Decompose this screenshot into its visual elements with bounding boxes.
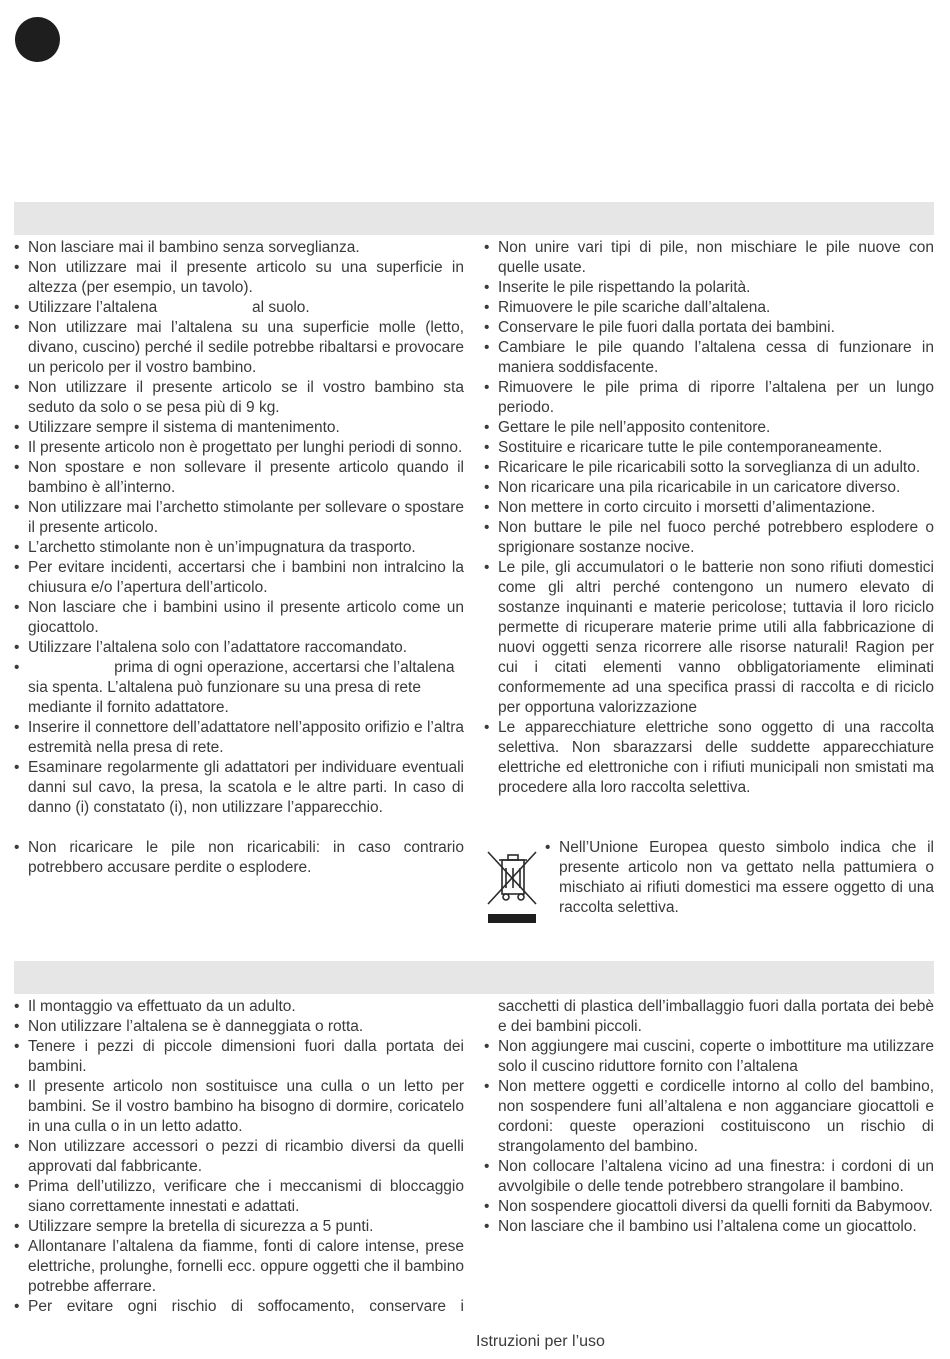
list-item: • Cambiare le pile quando l’altalena cessa di funzionare in maniera soddisfacente.	[484, 338, 934, 378]
list-item: • Non aggiungere mai cuscini, coperte o imbottiture ma utilizzare solo il cuscino riduttore fornito con l’altalena	[484, 1037, 934, 1077]
list-item: • Non lasciare mai il bambino senza sorveglianza.	[14, 238, 464, 258]
weee-notice	[484, 838, 934, 918]
list-item: • Conservare le pile fuori dalla portata dei bambini.	[484, 318, 934, 338]
weee-text: • Nell’Unione Europea questo simbolo indica che il presente articolo non va gettato nella pattumiera o mischiato ai rifiuti domestici ma essere oggetto di una raccolta selettiva.	[545, 838, 934, 918]
list-item: • Sostituire e ricaricare tutte le pile contemporaneamente.	[484, 438, 934, 458]
list-item: • Il presente articolo non è progettato per lunghi periodi di sonno.	[14, 438, 464, 458]
list-item: • Utilizzare l’altalena al suolo.	[14, 298, 464, 318]
section1-left-list	[14, 238, 464, 878]
list-item: • Non ricaricare le pile non ricaricabili: in caso contrario potrebbero accusare perdite o esplodere.	[14, 838, 464, 878]
list-item: • Non sospendere giocattoli diversi da quelli forniti da Babymoov.	[484, 1197, 934, 1217]
list-item: • Non mettere oggetti e cordicelle intorno al collo del bambino, non sospendere funi all’altalena e non agganciare giocattoli e cordoni: queste operazioni costituiscono un rischio di strangolamento del bambino.	[484, 1077, 934, 1157]
list-item: • Il presente articolo non sostituisce una culla o un letto per bambini. Se il vostro bambino ha bisogno di dormire, coricatelo in una culla o in un letto adatto.	[14, 1077, 464, 1137]
list-item: • Non buttare le pile nel fuoco perché potrebbero esplodere o sprigionare sostanze nocive.	[484, 518, 934, 558]
section-header-band-2	[14, 961, 934, 994]
list-item: • Non lasciare che i bambini usino il presente articolo come un giocattolo.	[14, 598, 464, 638]
list-item: • Utilizzare sempre la bretella di sicurezza a 5 punti.	[14, 1217, 464, 1237]
section-header-band-1	[14, 202, 934, 235]
list-item: • Utilizzare l’altalena solo con l’adattatore raccomandato.	[14, 638, 464, 658]
page-marker-dot	[15, 17, 60, 62]
list-item: • Il montaggio va effettuato da un adulto.	[14, 997, 464, 1017]
section1-right-list	[484, 238, 934, 798]
list-item: • Esaminare regolarmente gli adattatori per individuare eventuali danni sul cavo, la presa, la scatola e le altre parti. In caso di danno (i) constatato (i), non utilizzare l’apparecchio.	[14, 758, 464, 818]
list-item: • Non utilizzare mai l’archetto stimolante per sollevare o spostare il presente articolo.	[14, 498, 464, 538]
list-item: • Ricaricare le pile ricaricabili sotto la sorveglianza di un adulto.	[484, 458, 934, 478]
list-item: • Rimuovere le pile prima di riporre l’altalena per un lungo periodo.	[484, 378, 934, 418]
list-item: • Rimuovere le pile scariche dall’altalena.	[484, 298, 934, 318]
list-item: • Non spostare e non sollevare il presente articolo quando il bambino è all’interno.	[14, 458, 464, 498]
list-item: • Inserite le pile rispettando la polarità.	[484, 278, 934, 298]
list-item-continuation: sacchetti di plastica dell’imballaggio fuori dalla portata dei bebè e dei bambini piccoli.	[498, 998, 934, 1035]
list-item: • Non ricaricare una pila ricaricabile in un caricatore diverso.	[484, 478, 934, 498]
section2-left-list	[14, 997, 464, 1317]
list-item: • Non utilizzare accessori o pezzi di ricambio diversi da quelli approvati dal fabbricante.	[14, 1137, 464, 1177]
list-item: • Le apparecchiature elettriche sono oggetto di una raccolta selettiva. Non sbarazzarsi delle suddette apparecchiature elettriche ed elettroniche con i rifiuti municipali non smistati ma procedere alla loro raccolta selettiva.	[484, 718, 934, 798]
list-item: • L’archetto stimolante non è un’impugnatura da trasporto.	[14, 538, 464, 558]
list-item: • Inserire il connettore dell’adattatore nell’apposito orifizio e l’altra estremità nella presa di rete.	[14, 718, 464, 758]
list-item: • Non utilizzare il presente articolo se il vostro bambino sta seduto da solo o se pesa più di 9 kg.	[14, 378, 464, 418]
list-item: • prima di ogni operazione, accertarsi che l’altalena sia spenta. L’altalena può funzionare su una presa di rete mediante il fornito adattatore.	[14, 658, 464, 718]
list-item: • Non mettere in corto circuito i morsetti d’alimentazione.	[484, 498, 934, 518]
list-item: • Non collocare l’altalena vicino ad una finestra: i cordoni di un avvolgibile o delle tende potrebbero strangolare il bambino.	[484, 1157, 934, 1197]
list-item: • Non utilizzare l’altalena se è danneggiata o rotta.	[14, 1017, 464, 1037]
list-item: • Non lasciare che il bambino usi l’altalena come un giocattolo.	[484, 1217, 934, 1237]
list-item: • Non utilizzare mai l’altalena su una superficie molle (letto, divano, cuscino) perché il sedile potrebbe ribaltarsi e provocare un pericolo per il vostro bambino.	[14, 318, 464, 378]
list-item: • Per evitare incidenti, accertarsi che i bambini non intralcino la chiusura e/o l’apertura dell’articolo.	[14, 558, 464, 598]
list-item: • Non unire vari tipi di pile, non mischiare le pile nuove con quelle usate.	[484, 238, 934, 278]
list-item: • Per evitare ogni rischio di soffocamento, conservare i	[14, 1297, 464, 1317]
list-item: • Tenere i pezzi di piccole dimensioni fuori dalla portata dei bambini.	[14, 1037, 464, 1077]
list-item: • Gettare le pile nell’apposito contenitore.	[484, 418, 934, 438]
list-item: • Utilizzare sempre il sistema di mantenimento.	[14, 418, 464, 438]
list-item: • Non utilizzare mai il presente articolo su una superficie in altezza (per esempio, un tavolo).	[14, 258, 464, 298]
section2-right-list	[484, 997, 934, 1237]
list-item: • Prima dell’utilizzo, verificare che i meccanismi di bloccaggio siano correttamente innestati e adattati.	[14, 1177, 464, 1217]
list-item: • Allontanare l’altalena da fiamme, fonti di calore intense, prese elettriche, prolunghe, fornelli ecc. oppure oggetti che il bambino potrebbe afferrare.	[14, 1237, 464, 1297]
page-footer: Istruzioni per l’uso	[476, 1333, 605, 1350]
crossed-out-wheelie-bin-icon	[484, 846, 540, 926]
list-item: • Le pile, gli accumulatori o le batterie non sono rifiuti domestici come gli altri perché contengono un numero elevato di sostanze inquinanti e materie pericolose; tuttavia il loro riciclo permette di ricuperare materie prime utili alla fabbricazione di nuovi oggetti senza ricorrere alle risorse naturali! Ragion per cui i citati elementi vanno obbligatoriamente eliminati conformemente ad una specifica prassi di raccolta e di riciclo per opportuna valorizzazione	[484, 558, 934, 718]
